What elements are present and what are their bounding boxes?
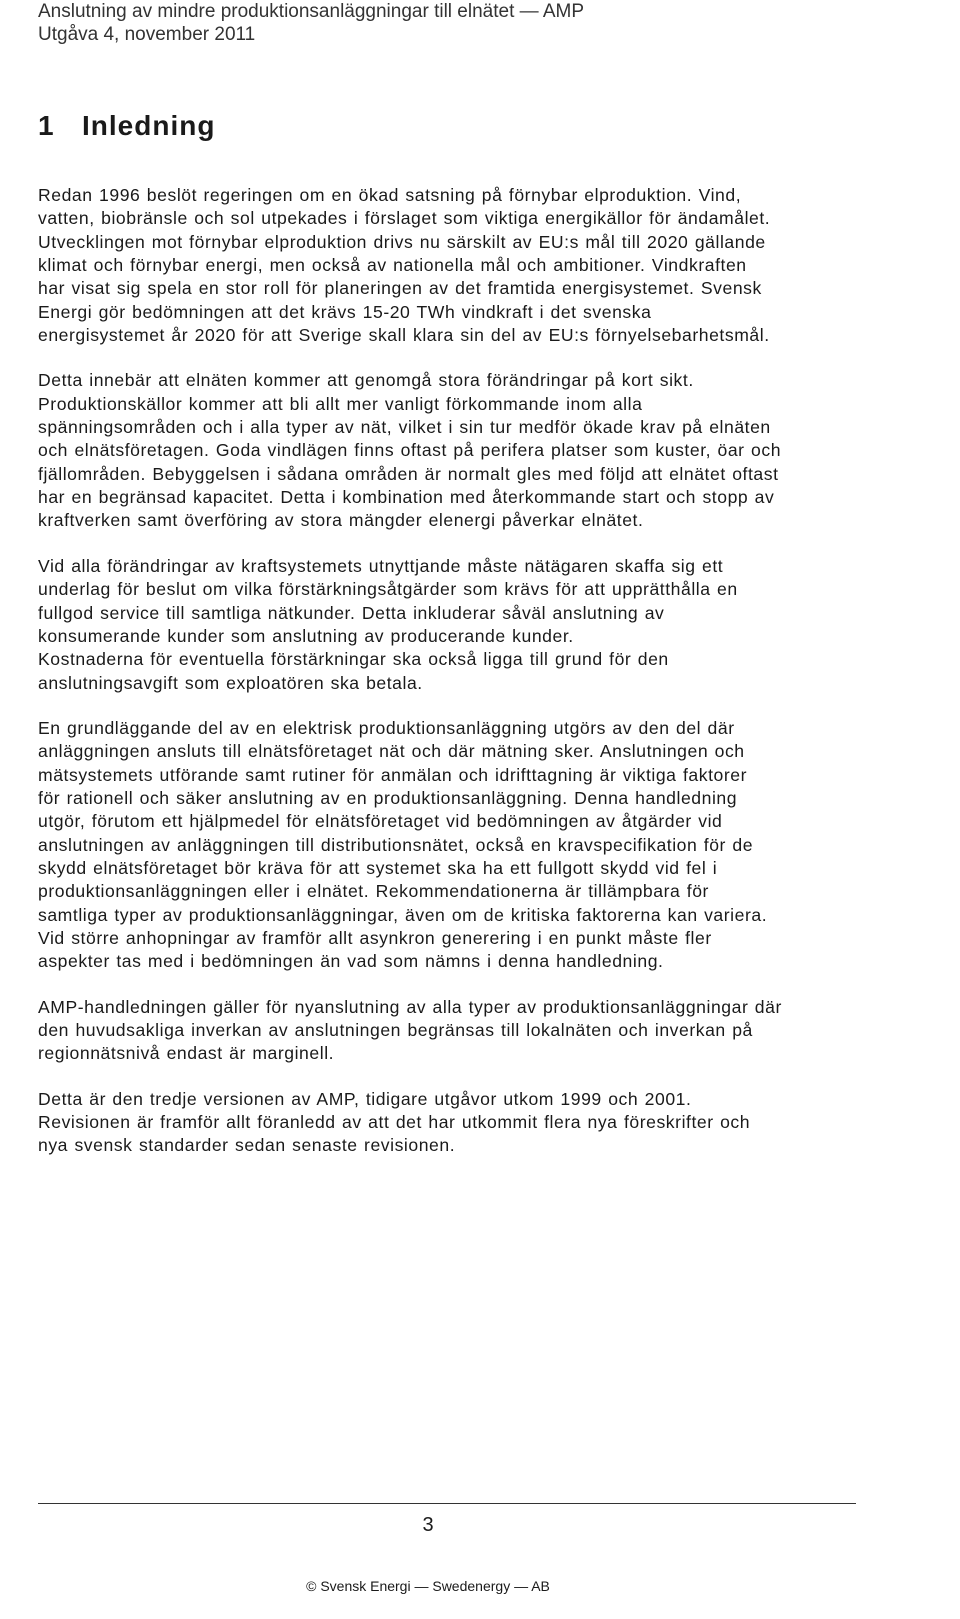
text-line: för rationell och säker anslutning av en produktionsanläggning. Denna handledning bbox=[38, 787, 738, 808]
text-line: Revisionen är framför allt föranledd av att det har utkommit flera nya föreskrifter och bbox=[38, 1112, 751, 1133]
text-line: Energi gör bedömningen att det krävs 15-20 TWh vindkraft i det svenska bbox=[38, 301, 652, 322]
text-line: Vid större anhopningar av framför allt asynkron generering i en punkt måste fler bbox=[38, 927, 712, 948]
page-header bbox=[38, 0, 918, 46]
text-line: nya svensk standarder sedan senaste revisionen. bbox=[38, 1135, 456, 1156]
chapter-heading bbox=[38, 108, 215, 144]
page-number: 3 bbox=[422, 1514, 434, 1536]
text-line: klimat och förnybar energi, men också av nationella mål och ambitioner. Vindkraften bbox=[38, 255, 747, 276]
edition-info: Utgåva 4, november 2011 bbox=[38, 24, 256, 45]
text-line: fjällområden. Bebyggelsen i sådana områden är normalt gles med följd att elnätet oftast bbox=[38, 463, 779, 484]
text-line: anslutningsavgift som exploatören ska betala. bbox=[38, 672, 423, 693]
footer-divider bbox=[38, 1503, 856, 1504]
text-line: Utvecklingen mot förnybar elproduktion drivs nu särskilt av EU:s mål till 2020 gällande bbox=[38, 231, 766, 252]
text-line: regionnätsnivå endast är marginell. bbox=[38, 1043, 335, 1064]
chapter-title: Inledning bbox=[82, 110, 216, 141]
text-line: produktionsanläggningen eller i elnätet. Rekommendationerna är tillämpbara för bbox=[38, 881, 709, 902]
text-line: En grundläggande del av en elektrisk produktionsanläggning utgörs av den del där bbox=[38, 717, 735, 738]
text-line: har en begränsad kapacitet. Detta i kombination med återkommande start och stopp av bbox=[38, 487, 775, 508]
paragraph-6 bbox=[38, 1088, 922, 1158]
body-text bbox=[38, 184, 922, 1180]
text-line: energisystemet år 2020 för att Sverige skall klara sin del av EU:s förnyelsebarhetsmål. bbox=[38, 325, 770, 346]
text-line: Detta är den tredje versionen av AMP, tidigare utgåvor utkom 1999 och 2001. bbox=[38, 1088, 692, 1109]
paragraph-1 bbox=[38, 184, 922, 347]
text-line: och elnätsföretagen. Goda vindlägen finns oftast på perifera platser som kuster, öar och bbox=[38, 440, 782, 461]
text-line: aspekter tas med i bedömningen än vad som nämns i denna handledning. bbox=[38, 951, 664, 972]
text-line: samtliga typer av produktionsanläggningar, även om de kritiska faktorerna kan variera. bbox=[38, 904, 768, 925]
paragraph-5 bbox=[38, 996, 922, 1066]
text-line: den huvudsakliga inverkan av anslutningen begränsas till lokalnäten och inverkan på bbox=[38, 1020, 753, 1040]
text-line: spänningsområden och i alla typer av nät, vilket i sin tur medför ökade krav på elnäten bbox=[38, 417, 771, 438]
text-line: anläggningen ansluts till elnätsföretaget nät och där mätning sker. Anslutningen och bbox=[38, 741, 745, 762]
text-line: Kostnaderna för eventuella förstärkningar ska också ligga till grund för den bbox=[38, 649, 669, 670]
text-line: skydd elnätsföretaget bör kräva för att systemet ska ha ett fullgott skydd vid fel i bbox=[38, 857, 718, 878]
text-line: fullgod service till samtliga nätkunder. Detta inkluderar såväl anslutning av bbox=[38, 602, 665, 623]
paragraph-4 bbox=[38, 717, 922, 974]
chapter-number: 1 bbox=[38, 110, 55, 141]
text-line: Redan 1996 beslöt regeringen om en ökad satsning på förnybar elproduktion. Vind, bbox=[38, 185, 742, 205]
text-line: kraftverken samt överföring av stora mängder elenergi påverkar elnätet. bbox=[38, 510, 644, 531]
text-line: mätsystemets utförande samt rutiner för anmälan och idrifttagning är viktiga faktorer bbox=[38, 764, 747, 785]
copyright-notice: © Svensk Energi — Swedenergy — AB bbox=[306, 1578, 550, 1594]
text-line: anslutningen av anläggningen till distributionsnätet, också en kravspecifikation för de bbox=[38, 834, 754, 855]
text-line: konsumerande kunder som anslutning av producerande kunder. bbox=[38, 625, 574, 646]
text-line: Detta innebär att elnäten kommer att genomgå stora förändringar på kort sikt. bbox=[38, 370, 694, 391]
text-line: har visat sig spela en stor roll för planeringen av det framtida energisystemet. Svensk bbox=[38, 278, 762, 299]
text-line: utgör, förutom ett hjälpmedel för elnätsföretaget vid bedömningen av åtgärder vid bbox=[38, 811, 723, 832]
text-line: AMP-handledningen gäller för nyanslutning av alla typer av produktionsanläggningar där bbox=[38, 996, 782, 1017]
paragraph-3 bbox=[38, 555, 922, 695]
text-line: underlag för beslut om vilka förstärkningsåtgärder som krävs för att upprätthålla en bbox=[38, 579, 738, 600]
text-line: vatten, biobränsle och sol utpekades i förslaget som viktiga energikällor för ändamålet. bbox=[38, 208, 771, 229]
text-line: Produktionskällor kommer att bli allt mer vanligt förkommande inom alla bbox=[38, 393, 643, 414]
paragraph-2 bbox=[38, 369, 922, 532]
document-title: Anslutning av mindre produktionsanläggningar till elnätet — AMP bbox=[38, 1, 585, 22]
text-line: Vid alla förändringar av kraftsystemets utnyttjande måste nätägaren skaffa sig ett bbox=[38, 555, 724, 576]
